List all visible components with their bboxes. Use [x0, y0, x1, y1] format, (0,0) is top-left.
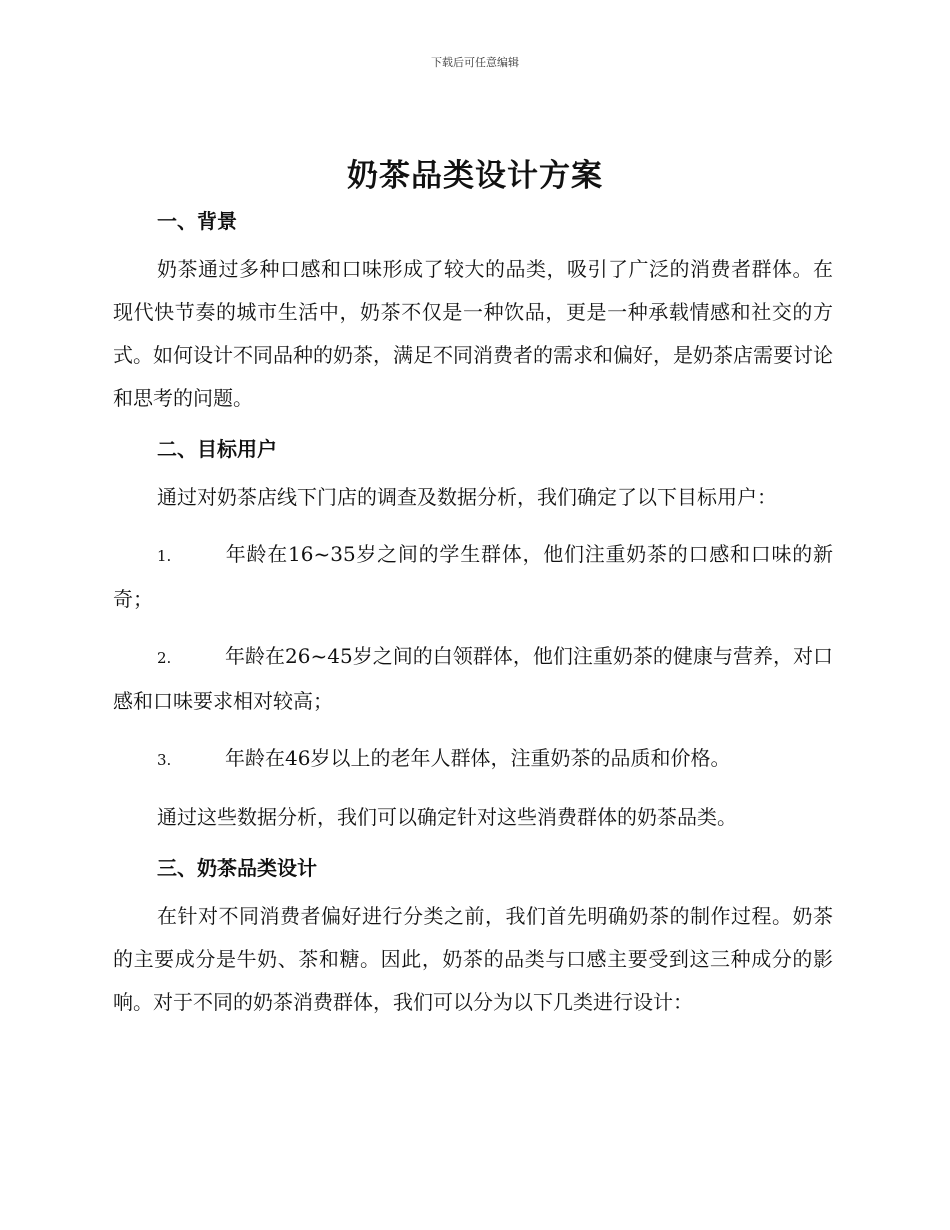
background-paragraph: 奶茶通过多种口感和口味形成了较大的品类，吸引了广泛的消费者群体。在现代快节奏的城市生活中，奶茶不仅是一种饮品，更是一种承载情感和社交的方式。如何设计不同品种的奶茶，满足不同消费者的需求和偏好，是奶茶店需要讨论和思考的问题。	[113, 257, 833, 410]
list-item-text: 年龄在16~35岁之间的学生群体，他们注重奶茶的口感和口味的新奇；	[113, 542, 833, 611]
list-item-number: 3.	[157, 751, 172, 769]
section-heading-background: 一、背景	[157, 209, 237, 233]
list-item-text: 年龄在46岁以上的老年人群体，注重奶茶的品质和价格。	[225, 746, 731, 770]
list-item	[113, 533, 833, 621]
list-item	[113, 635, 833, 723]
list-item-number: 2.	[157, 649, 172, 667]
target-users-intro: 通过对奶茶店线下门店的调查及数据分析，我们确定了以下目标用户：	[157, 485, 777, 509]
category-design-paragraph: 在针对不同消费者偏好进行分类之前，我们首先明确奶茶的制作过程。奶茶的主要成分是牛奶、茶和糖。因此，奶茶的品类与口感主要受到这三种成分的影响。对于不同的奶茶消费群体，我们可以分为以下几类进行设计：	[113, 904, 833, 1014]
header-note: 下载后可任意编辑	[431, 56, 519, 69]
section-heading-target-users: 二、目标用户	[157, 437, 277, 461]
section-heading-category-design: 三、奶茶品类设计	[157, 856, 317, 880]
document-title: 奶茶品类设计方案	[347, 158, 603, 194]
document-body	[113, 206, 833, 1024]
list-item	[113, 737, 833, 782]
list-item-text: 年龄在26~45岁之间的白领群体，他们注重奶茶的健康与营养，对口感和口味要求相对较高；	[113, 644, 833, 713]
target-users-outro: 通过这些数据分析，我们可以确定针对这些消费群体的奶茶品类。	[157, 805, 737, 829]
list-item-number: 1.	[157, 547, 172, 565]
